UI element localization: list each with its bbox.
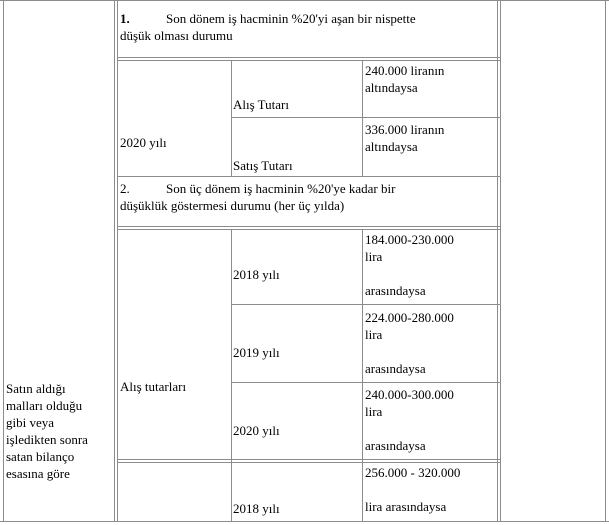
table-rule	[117, 60, 500, 61]
table-rule	[362, 60, 363, 177]
section1-number: 1.	[120, 11, 130, 26]
section2-row2-year: 2019 yılı	[233, 345, 280, 360]
section1-heading: 1. Son dönem iş hacminin %20'yi aşan bir nispette düşük olması durumu	[120, 11, 416, 43]
section2-heading: 2. Son üç dönem iş hacminin %20'ye kadar bir düşüklük göstermesi durumu (her üç yılda)	[120, 181, 396, 213]
section2-row3-value: 240.000-300.000 lira arasındaysa	[365, 387, 454, 453]
section1-row1-label: Alış Tutarı	[233, 97, 289, 112]
table-rule	[231, 60, 232, 177]
table-rule	[114, 0, 115, 522]
table-rule	[231, 304, 500, 305]
section2-row4-value: 256.000 - 320.000 lira arasındaysa	[365, 465, 461, 514]
table-border	[0, 0, 609, 1]
table-rule	[117, 229, 500, 230]
table-border	[605, 0, 606, 522]
table-rule	[500, 0, 501, 522]
section2-row3-year: 2020 yılı	[233, 423, 280, 438]
section2-row2-value: 224.000-280.000 lira arasındaysa	[365, 310, 454, 376]
table-rule	[117, 57, 500, 58]
table-rule	[117, 226, 500, 227]
section2-row1-year: 2018 yılı	[233, 267, 280, 282]
table-rule	[117, 462, 500, 463]
table-rule	[117, 0, 118, 522]
table-rule	[231, 382, 500, 383]
section1-row2-value: 336.000 liranın altındaysa	[365, 122, 445, 154]
section2-number: 2.	[120, 181, 130, 196]
table-border	[0, 521, 609, 522]
section2-row4-year: 2018 yılı	[233, 501, 280, 516]
table-rule	[362, 229, 363, 522]
table-border	[3, 0, 4, 522]
table-rule	[231, 229, 232, 522]
table-rule	[231, 117, 500, 118]
section1-row1-value: 240.000 liranın altındaysa	[365, 63, 445, 95]
section2-group-label: Alış tutarları	[120, 379, 187, 394]
section1-year: 2020 yılı	[120, 135, 167, 150]
left-label: Satın aldığı malları olduğu gibi veya işledikten sonra satan bilanço esasına göre	[6, 381, 88, 481]
table-rule	[117, 176, 500, 177]
table-rule	[117, 459, 500, 460]
section2-row1-value: 184.000-230.000 lira arasındaysa	[365, 232, 454, 298]
table-rule	[497, 0, 498, 522]
section1-row2-label: Satış Tutarı	[233, 158, 293, 173]
